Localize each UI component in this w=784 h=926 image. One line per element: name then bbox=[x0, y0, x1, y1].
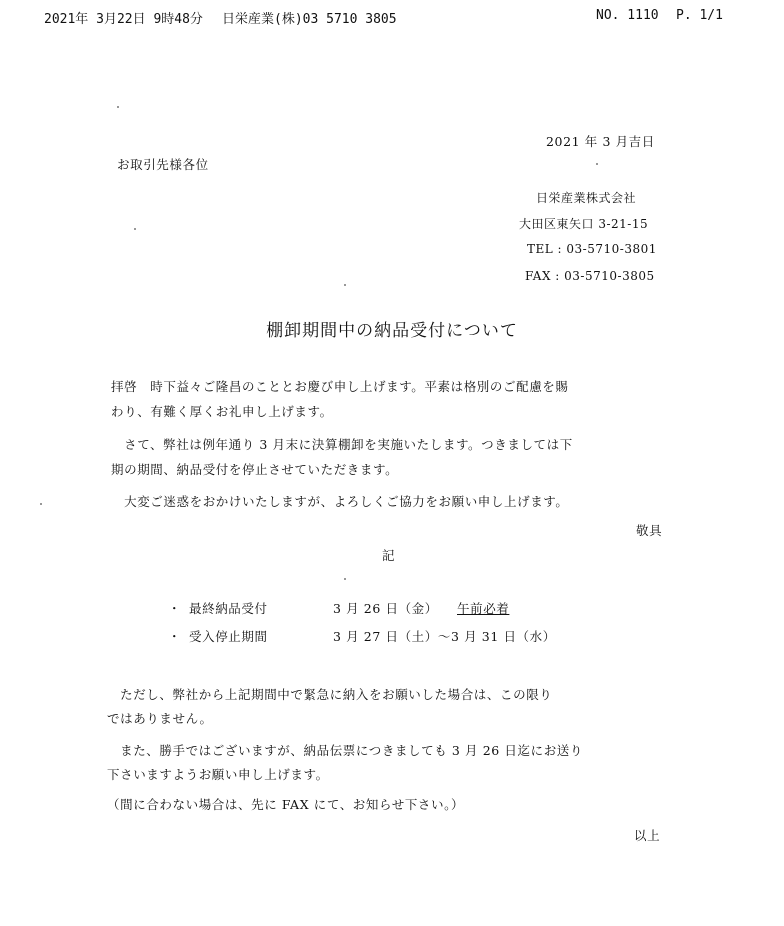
item-value-last-delivery: 3 月 26 日（金） bbox=[333, 601, 438, 616]
scan-speck bbox=[344, 578, 346, 580]
scan-speck bbox=[117, 106, 119, 108]
sender-tel: TEL : 03-5710-3801 bbox=[527, 242, 657, 256]
body-p2-line2: 期の期間、納品受付を停止させていただきます。 bbox=[111, 462, 399, 477]
document-date: 2021 年 3 月吉日 bbox=[546, 134, 655, 149]
item-bullet: ・ bbox=[168, 601, 182, 616]
body-p1-line1: 拝啓 時下益々ご隆昌のこととお慶び申し上げます。平素は格別のご配慮を賜 bbox=[111, 379, 569, 394]
note3-line1: （間に合わない場合は、先に FAX にて、お知らせ下さい。） bbox=[107, 797, 465, 812]
scan-speck bbox=[596, 163, 598, 165]
scan-speck bbox=[344, 284, 346, 286]
item-label-last-delivery: 最終納品受付 bbox=[189, 601, 268, 616]
note2-line1: また、勝手ではございますが、納品伝票につきましても 3 月 26 日迄にお送り bbox=[107, 743, 584, 758]
sender-address: 大田区東矢口 3-21-15 bbox=[519, 217, 649, 231]
closing-keigu: 敬具 bbox=[636, 523, 663, 538]
body-p2-line1: さて、弊社は例年通り 3 月末に決算棚卸を実施いたします。つきましては下 bbox=[111, 437, 573, 452]
fax-page: P. 1/1 bbox=[676, 8, 723, 23]
recipient: お取引先様各位 bbox=[117, 157, 209, 172]
document-title: 棚卸期間中の納品受付について bbox=[266, 321, 518, 341]
scan-speck bbox=[134, 228, 136, 230]
closing-ijou: 以上 bbox=[634, 828, 661, 843]
note2-line2: 下さいますようお願い申し上げます。 bbox=[107, 767, 329, 782]
body-p1-line2: わり、有難く厚くお礼申し上げます。 bbox=[111, 404, 333, 419]
note1-line2: ではありません。 bbox=[107, 711, 213, 726]
item-note-morning: 午前必着 bbox=[457, 601, 510, 616]
fax-header bbox=[0, 8, 784, 30]
scan-speck bbox=[40, 503, 42, 505]
item-label-suspension: 受入停止期間 bbox=[189, 629, 268, 644]
sender-company: 日栄産業株式会社 bbox=[536, 191, 637, 205]
note1-line1: ただし、弊社から上記期間中で緊急に納入をお願いした場合は、この限り bbox=[107, 687, 553, 702]
sender-fax: FAX : 03-5710-3805 bbox=[525, 269, 655, 283]
ki-heading: 記 bbox=[382, 548, 396, 563]
fax-number: NO. 1110 bbox=[596, 8, 659, 23]
item-bullet: ・ bbox=[168, 629, 182, 644]
body-p3-line1: 大変ご迷惑をおかけいたしますが、よろしくご協力をお願い申し上げます。 bbox=[111, 494, 569, 509]
item-value-suspension: 3 月 27 日（土）～3 月 31 日（水） bbox=[333, 629, 556, 644]
fax-datetime: 2021年 3月22日 9時48分 bbox=[44, 12, 203, 27]
fax-sender-number: 日栄産業(株)03 5710 3805 bbox=[222, 12, 397, 27]
